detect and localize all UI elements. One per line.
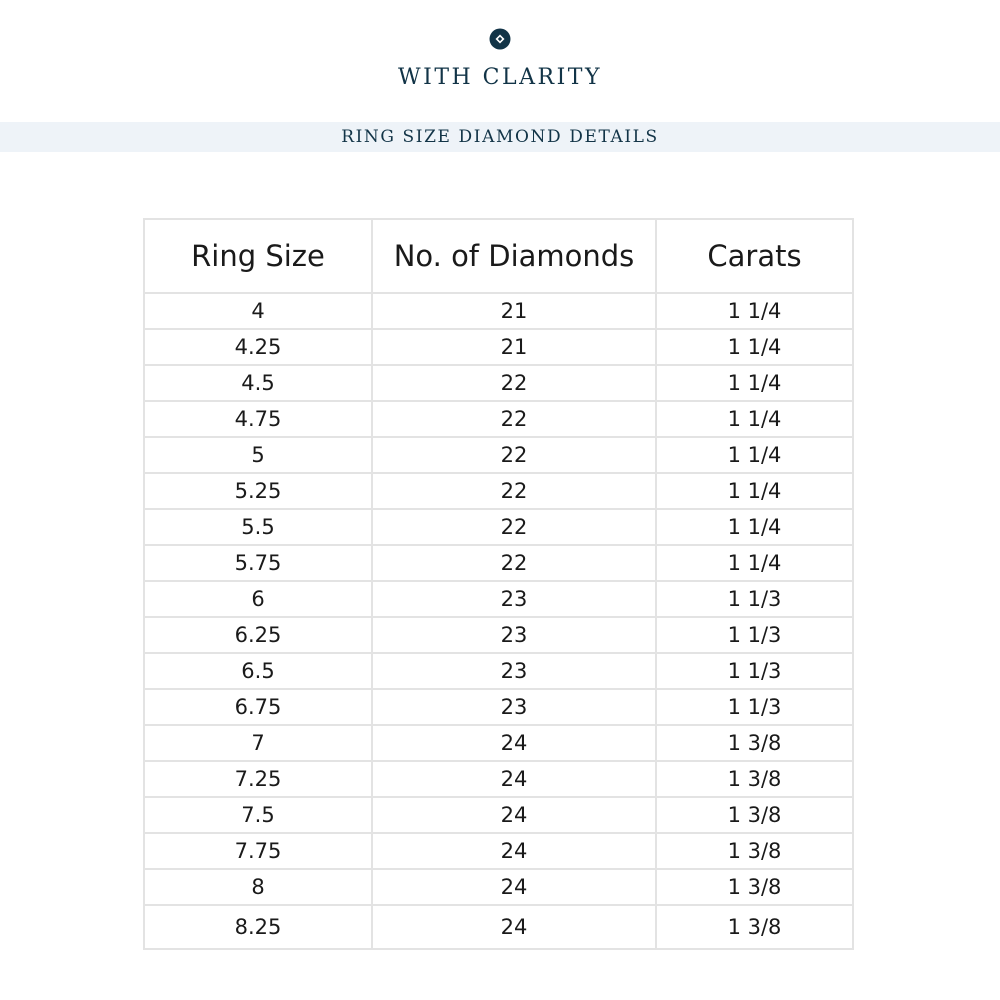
cell-carats: 1 1/3 bbox=[656, 653, 853, 689]
table-row bbox=[144, 365, 853, 401]
cell-no-of-diamonds: 23 bbox=[372, 581, 656, 617]
table-row bbox=[144, 401, 853, 437]
cell-no-of-diamonds: 22 bbox=[372, 509, 656, 545]
cell-carats: 1 1/4 bbox=[656, 509, 853, 545]
cell-no-of-diamonds: 24 bbox=[372, 833, 656, 869]
cell-carats: 1 1/4 bbox=[656, 401, 853, 437]
cell-ring-size: 7.5 bbox=[144, 797, 372, 833]
cell-ring-size: 7.25 bbox=[144, 761, 372, 797]
cell-no-of-diamonds: 23 bbox=[372, 653, 656, 689]
cell-ring-size: 4.5 bbox=[144, 365, 372, 401]
cell-ring-size: 8 bbox=[144, 869, 372, 905]
table-row bbox=[144, 869, 853, 905]
cell-ring-size: 6 bbox=[144, 581, 372, 617]
brand-name: WITH CLARITY bbox=[398, 65, 602, 90]
cell-carats: 1 1/4 bbox=[656, 437, 853, 473]
banner-title: RING SIZE DIAMOND DETAILS bbox=[341, 127, 659, 147]
table-row bbox=[144, 689, 853, 725]
cell-no-of-diamonds: 24 bbox=[372, 797, 656, 833]
cell-carats: 1 1/3 bbox=[656, 581, 853, 617]
cell-ring-size: 5 bbox=[144, 437, 372, 473]
cell-no-of-diamonds: 23 bbox=[372, 617, 656, 653]
cell-ring-size: 6.75 bbox=[144, 689, 372, 725]
cell-carats: 1 3/8 bbox=[656, 761, 853, 797]
table-row bbox=[144, 833, 853, 869]
cell-ring-size: 8.25 bbox=[144, 905, 372, 949]
cell-ring-size: 6.25 bbox=[144, 617, 372, 653]
cell-no-of-diamonds: 23 bbox=[372, 689, 656, 725]
cell-carats: 1 1/4 bbox=[656, 365, 853, 401]
header-ring-size: Ring Size bbox=[144, 219, 372, 293]
cell-carats: 1 1/4 bbox=[656, 293, 853, 329]
cell-ring-size: 4 bbox=[144, 293, 372, 329]
table-row bbox=[144, 329, 853, 365]
table-row bbox=[144, 905, 853, 949]
cell-carats: 1 1/4 bbox=[656, 545, 853, 581]
table-row bbox=[144, 293, 853, 329]
cell-no-of-diamonds: 24 bbox=[372, 905, 656, 949]
cell-carats: 1 3/8 bbox=[656, 797, 853, 833]
cell-carats: 1 3/8 bbox=[656, 725, 853, 761]
table-row bbox=[144, 581, 853, 617]
table-row bbox=[144, 797, 853, 833]
cell-carats: 1 3/8 bbox=[656, 833, 853, 869]
table-row bbox=[144, 437, 853, 473]
cell-no-of-diamonds: 22 bbox=[372, 365, 656, 401]
cell-ring-size: 5.75 bbox=[144, 545, 372, 581]
table-row bbox=[144, 545, 853, 581]
cell-ring-size: 6.5 bbox=[144, 653, 372, 689]
cell-carats: 1 1/3 bbox=[656, 689, 853, 725]
cell-no-of-diamonds: 24 bbox=[372, 869, 656, 905]
cell-ring-size: 5.25 bbox=[144, 473, 372, 509]
table-row bbox=[144, 725, 853, 761]
header-carats: Carats bbox=[656, 219, 853, 293]
cell-no-of-diamonds: 22 bbox=[372, 473, 656, 509]
table-header-row bbox=[144, 219, 853, 293]
cell-carats: 1 3/8 bbox=[656, 905, 853, 949]
section-banner bbox=[0, 122, 1000, 152]
cell-no-of-diamonds: 22 bbox=[372, 437, 656, 473]
table-row bbox=[144, 653, 853, 689]
table-row bbox=[144, 509, 853, 545]
ring-size-table bbox=[143, 218, 854, 950]
cell-ring-size: 4.75 bbox=[144, 401, 372, 437]
header-no-of-diamonds: No. of Diamonds bbox=[372, 219, 656, 293]
cell-no-of-diamonds: 21 bbox=[372, 329, 656, 365]
table-row bbox=[144, 617, 853, 653]
cell-no-of-diamonds: 22 bbox=[372, 545, 656, 581]
cell-ring-size: 7 bbox=[144, 725, 372, 761]
cell-no-of-diamonds: 24 bbox=[372, 761, 656, 797]
cell-no-of-diamonds: 22 bbox=[372, 401, 656, 437]
cell-no-of-diamonds: 24 bbox=[372, 725, 656, 761]
cell-no-of-diamonds: 21 bbox=[372, 293, 656, 329]
cell-ring-size: 5.5 bbox=[144, 509, 372, 545]
cell-ring-size: 7.75 bbox=[144, 833, 372, 869]
cell-carats: 1 1/3 bbox=[656, 617, 853, 653]
cell-ring-size: 4.25 bbox=[144, 329, 372, 365]
table-row bbox=[144, 473, 853, 509]
cell-carats: 1 1/4 bbox=[656, 329, 853, 365]
cell-carats: 1 1/4 bbox=[656, 473, 853, 509]
diamond-in-circle-icon bbox=[489, 28, 511, 50]
cell-carats: 1 3/8 bbox=[656, 869, 853, 905]
table-row bbox=[144, 761, 853, 797]
